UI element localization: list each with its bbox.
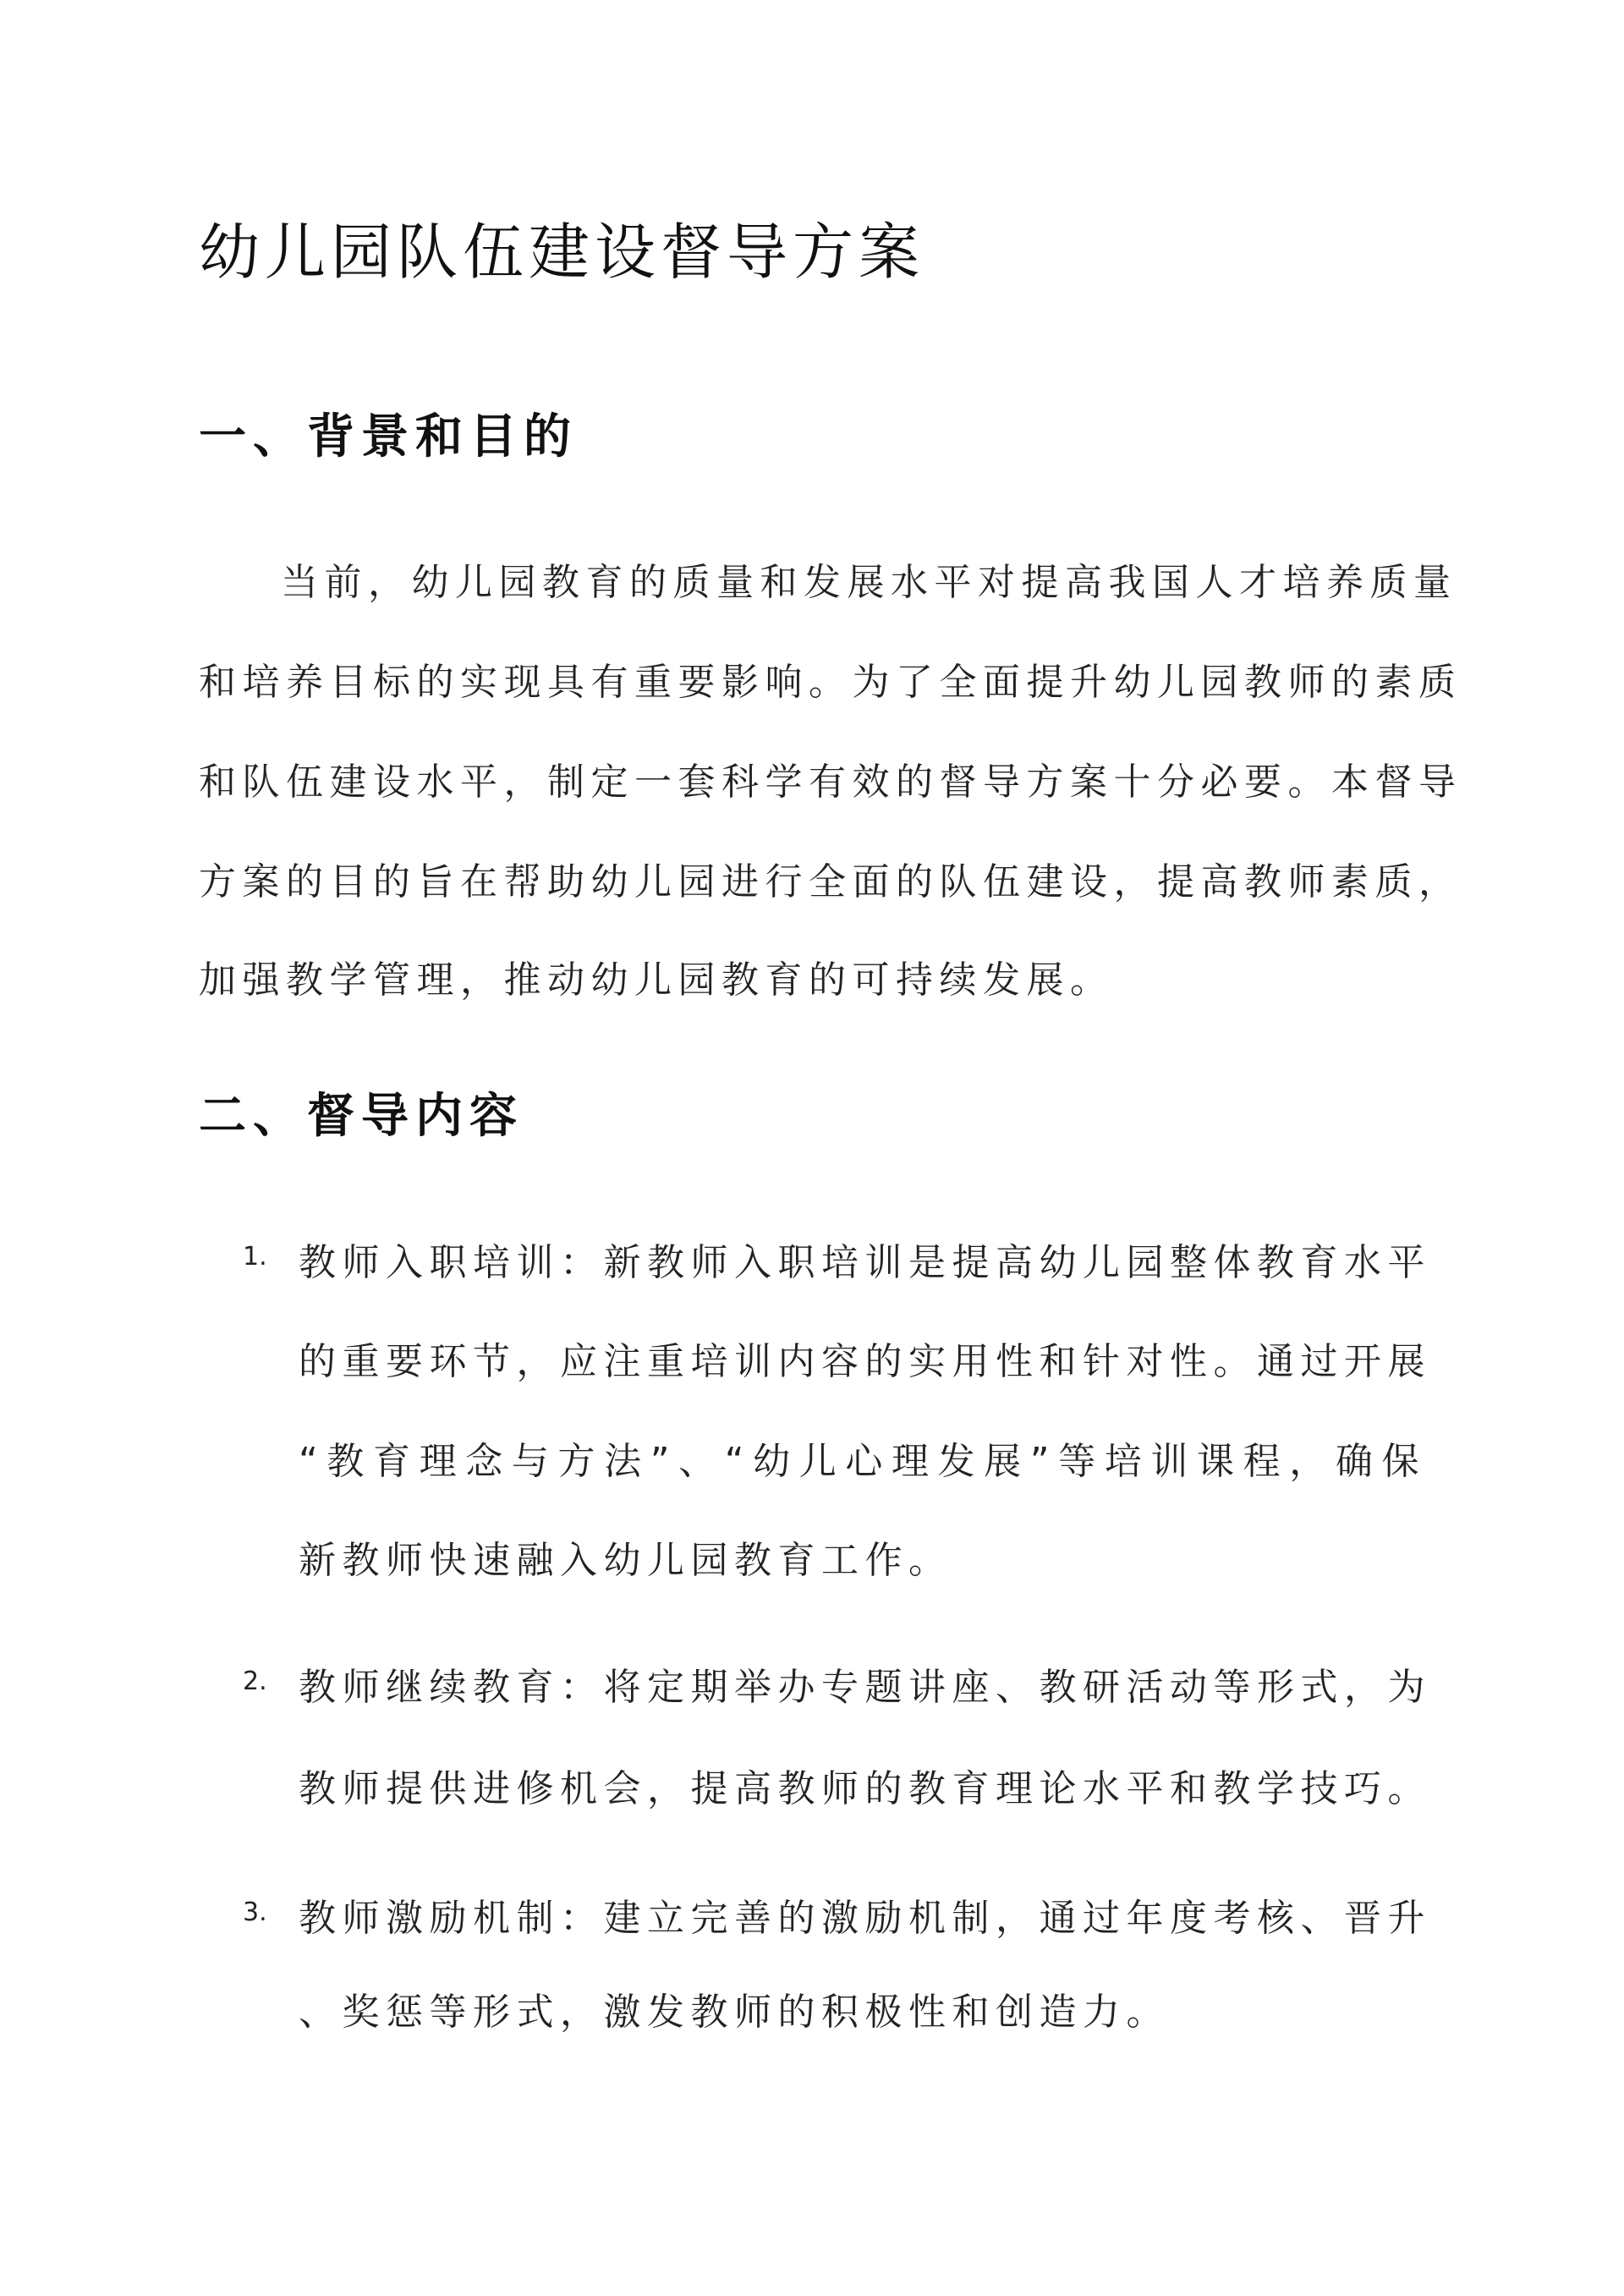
list-item-line: 教师提供进修机会，提高教师的教育理论水平和教学技巧。 bbox=[299, 1767, 1431, 1810]
document-title: 幼儿园队伍建设督导方案 bbox=[199, 217, 925, 288]
paragraph-line: 方案的目的旨在帮助幼儿园进行全面的队伍建设，提高教师素质， bbox=[199, 860, 1462, 904]
list-item-line: 新教师快速融入幼儿园教育工作。 bbox=[299, 1539, 952, 1582]
paragraph-line: 和培养目标的实现具有重要影响。为了全面提升幼儿园教师的素质 bbox=[199, 661, 1462, 704]
list-item-line: 、奖惩等形式，激发教师的积极性和创造力。 bbox=[299, 1991, 1170, 2034]
list-item-line: 教师入职培训：新教师入职培训是提高幼儿园整体教育水平 bbox=[299, 1241, 1431, 1284]
list-item-line: 教师继续教育：将定期举办专题讲座、教研活动等形式，为 bbox=[299, 1666, 1431, 1709]
section-heading-content: 二、督导内容 bbox=[199, 1089, 524, 1144]
paragraph-line: 和队伍建设水平，制定一套科学有效的督导方案十分必要。本督导 bbox=[199, 761, 1462, 804]
list-item-line: “教育理念与方法”、“幼儿心理发展”等培训课程，确保 bbox=[299, 1440, 1425, 1483]
list-item-line: 教师激励机制：建立完善的激励机制，通过年度考核、晋升 bbox=[299, 1897, 1431, 1940]
list-item-line: 的重要环节，应注重培训内容的实用性和针对性。通过开展 bbox=[299, 1340, 1431, 1383]
list-number: 2. bbox=[243, 1667, 267, 1696]
paragraph-line: 加强教学管理，推动幼儿园教育的可持续发展。 bbox=[199, 958, 1114, 1002]
paragraph-line: 当前，幼儿园教育的质量和发展水平对提高我国人才培养质量 bbox=[281, 561, 1457, 604]
list-number: 3. bbox=[243, 1898, 267, 1927]
list-number: 1. bbox=[243, 1242, 267, 1272]
section-heading-background: 一、背景和目的 bbox=[199, 409, 578, 464]
